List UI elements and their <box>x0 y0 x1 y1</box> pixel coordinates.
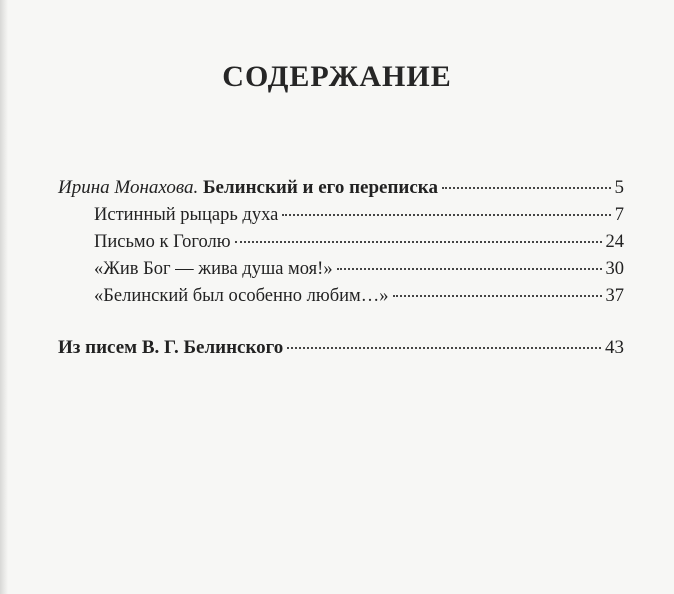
dot-leader <box>337 268 602 270</box>
dot-leader <box>287 347 601 349</box>
toc-entry-belinsky-correspondence <box>58 174 624 202</box>
toc-entry-from-letters <box>58 334 624 362</box>
toc-entry-page: 7 <box>614 205 624 225</box>
toc-entry-title: «Белинский был особенно любим…» <box>94 286 389 306</box>
toc-entry-title: Письмо к Гоголю <box>94 232 231 252</box>
toc-entry-knight-of-spirit <box>58 202 624 229</box>
dot-leader <box>442 187 611 189</box>
toc-entry-title: Истинный рыцарь духа <box>94 205 279 225</box>
toc-entry-page: 43 <box>605 337 624 358</box>
toc-entry-page: 37 <box>605 286 624 306</box>
toc-entry-page: 30 <box>605 259 624 279</box>
toc-entry-belinsky-beloved <box>58 283 624 310</box>
contents-heading: СОДЕРЖАНИЕ <box>222 60 452 93</box>
dot-leader <box>282 214 610 216</box>
toc-entry-title: Белинский и его переписка <box>202 177 438 198</box>
toc-entry-page: 24 <box>605 232 624 252</box>
table-of-contents <box>58 174 624 362</box>
toc-entry-title: Из писем В. Г. Белинского <box>58 337 284 358</box>
toc-entry-page: 5 <box>614 177 624 198</box>
toc-entry-title: «Жив Бог — жива душа моя!» <box>94 259 333 279</box>
toc-entry-author: Ирина Монахова. <box>58 177 199 198</box>
toc-entry-god-lives <box>58 256 624 283</box>
dot-leader <box>393 295 602 297</box>
dot-leader <box>235 241 602 243</box>
toc-entry-letter-to-gogol <box>58 229 624 256</box>
